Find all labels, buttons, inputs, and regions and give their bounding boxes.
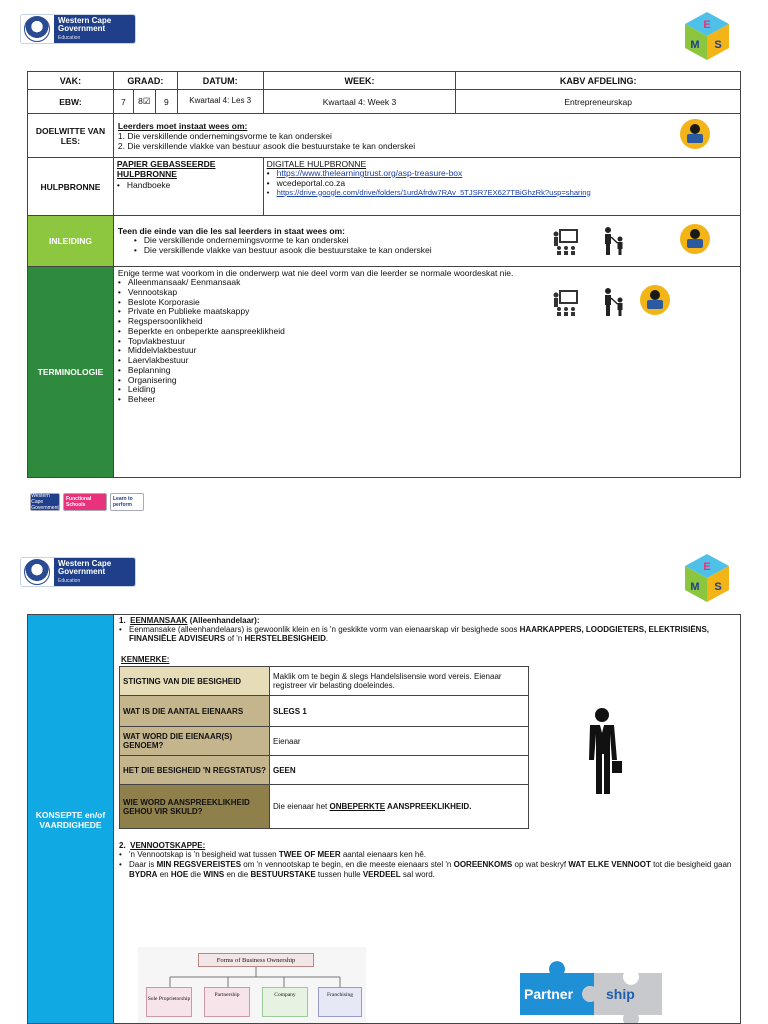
- section1-bullet: • Eenmansake (alleenhandelaars) is gewoonlik klein en is 'n geskikte vorm van eienaarskap vir besighede soos HAARKAPPERS, LOODGIETERS, ELEKTRISIËNS, FINANSIËLE ADVISEURS of 'n HERSTELBESIGHEID.: [119, 625, 737, 643]
- kenmerke-table: [119, 666, 529, 829]
- svg-text:M: M: [690, 581, 700, 593]
- term-item: • Beperkte en onbeperkte aanspreeklikheid: [118, 327, 736, 337]
- col-graad: GRAAD:: [113, 72, 177, 90]
- logo-line3: Education: [58, 34, 81, 41]
- partner-text: Partner: [524, 986, 574, 1002]
- ems-cube-logo: [683, 552, 731, 604]
- footer-logos: [30, 493, 144, 511]
- kenmerk-value: Die eienaar het ONBEPERKTE AANSPREEKLIKHEID.: [270, 785, 529, 829]
- inleiding-label: INLEIDING: [28, 216, 114, 267]
- logo-line3: Education: [58, 577, 81, 584]
- digital-resources: [263, 158, 740, 216]
- section2-title: VENNOOTSKAPPE:: [130, 841, 206, 851]
- term-item: • Topvlakbestuur: [118, 337, 736, 347]
- terminologie-label: TERMINOLOGIE: [28, 267, 114, 478]
- term-item: • Middelvlakbestuur: [118, 346, 736, 356]
- afdeling-value: Entrepreneurskap: [456, 90, 741, 114]
- svg-text:E: E: [703, 19, 711, 31]
- term-item: • Beheer: [118, 395, 736, 405]
- footer-logo: Western Cape Government: [31, 493, 59, 511]
- section2-number: 2.: [119, 841, 126, 851]
- ship-text: ship: [606, 986, 635, 1002]
- grade-7: 7: [113, 90, 133, 114]
- kenmerk-key: HET DIE BESIGHEID 'N REGSTATUS?: [120, 756, 270, 785]
- term-item: • Vennootskap: [118, 288, 736, 298]
- kenmerk-value: GEEN: [270, 756, 529, 785]
- treasure-box-link[interactable]: https://www.thelearningtrust.org/asp-treasure-box: [276, 168, 463, 178]
- terminologie-cell: [113, 267, 740, 478]
- kenmerk-key: WAT IS DIE AANTAL EIENAARS: [120, 696, 270, 727]
- konsepte-label: KONSEPTE en/of VAARDIGHEDE: [28, 615, 114, 1024]
- paper-resources-title: PAPIER GEBASSEERDE HULPBRONNE: [116, 159, 216, 179]
- col-vak: VAK:: [28, 72, 114, 90]
- term-item: • Laervlakbestuur: [118, 356, 736, 366]
- kenmerk-value: Eienaar: [270, 727, 529, 756]
- parent-child-icon: [599, 226, 629, 256]
- parent-child-icon: [599, 287, 629, 317]
- inleiding-item: • Die verskillende ondernemingsvorme te kan onderskei: [118, 236, 736, 246]
- hulpbronne-label: HULPBRONNE: [28, 158, 114, 216]
- inleiding-intro: Teen die einde van die les sal leerders in staat wees om:: [117, 226, 345, 237]
- logo-line2: Government: [58, 567, 106, 577]
- doelwitte-item: 1. Die verskillende ondernemingsvorme te kan onderskei: [117, 130, 332, 141]
- week-value: Kwartaal 4: Week 3: [263, 90, 456, 114]
- section1-number: 1.: [119, 616, 126, 625]
- svg-text:M: M: [690, 39, 700, 51]
- kenmerke-heading: KENMERKE:: [121, 655, 170, 665]
- logo-line2: Government: [58, 24, 106, 34]
- wcedeportal-link[interactable]: • wcedeportal.co.za: [267, 179, 737, 189]
- crest-icon: [24, 559, 50, 585]
- konsepte-content: [119, 616, 737, 881]
- crest-icon: [24, 16, 50, 42]
- businessman-icon: [582, 707, 626, 797]
- logo-line1: Western Cape: [58, 16, 112, 25]
- kenmerk-key: STIGTING VAN DIE BESIGHEID: [120, 667, 270, 696]
- ems-cube-logo: [683, 10, 731, 62]
- diagram-title: Forms of Business Ownership: [198, 953, 314, 967]
- term-item: • Alleenmansaak/ Eenmansaak: [118, 278, 736, 288]
- section1-title: EENMANSAAK: [130, 616, 188, 625]
- col-week: WEEK:: [263, 72, 456, 90]
- col-datum: DATUM:: [177, 72, 263, 90]
- kenmerk-key: WIE WORD AANSPREEKLIKHEID GEHOU VIR SKULD?: [120, 785, 270, 829]
- section2-bullet: • Daar is MIN REGSVEREISTES om 'n vennootskap te begin, en die meeste eienaars stel 'n OOREENKOMS op wat beskryf WAT ELKE VENNOOT tot die besigheid gaan BYDRA en HOE die WINS en die BESTUURSTAKE tussen hulle VERDEEL sal word.: [119, 860, 737, 882]
- learner-reading-icon: [680, 119, 710, 149]
- term-item: • Beplanning: [118, 366, 736, 376]
- grade-9: 9: [155, 90, 177, 114]
- term-item: • Leiding: [118, 385, 736, 395]
- konsepte-table: [27, 614, 741, 1024]
- kenmerk-key: WAT WORD DIE EIENAAR(S) GENOEM?: [120, 727, 270, 756]
- section1-subtitle: (Alleenhandelaar):: [189, 616, 260, 625]
- diagram-box: Company: [262, 987, 308, 1017]
- learner-reading-icon: [680, 224, 710, 254]
- partnership-puzzle-image: [510, 943, 670, 1024]
- footer-logo: Learn to perform: [110, 493, 144, 511]
- col-afdeling: KABV AFDELING:: [456, 72, 741, 90]
- term-item: • Private en Publieke maatskappy: [118, 307, 736, 317]
- svg-text:E: E: [703, 561, 711, 573]
- wcg-logo: [20, 14, 136, 44]
- kenmerk-value: SLEGS 1: [270, 696, 529, 727]
- footer-logo: Functional Schools: [63, 493, 107, 511]
- term-item: • Organisering: [118, 376, 736, 386]
- paper-resources: [113, 158, 263, 216]
- kenmerk-value: Maklik om te begin & slegs Handelslisensie word vereis. Eienaar registreer vir belasting doeleindes.: [270, 667, 529, 696]
- teacher-board-icon: [551, 289, 579, 317]
- business-ownership-diagram: [138, 947, 366, 1024]
- vak-value: EBW:: [28, 90, 114, 114]
- diagram-box: Sole Proprietorship: [146, 987, 192, 1017]
- doelwitte-item: 2. Die verskillende vlakke van bestuur asook die bestuurstake te kan onderskei: [117, 140, 416, 151]
- datum-value: Kwartaal 4: Les 3: [177, 90, 263, 114]
- teacher-board-icon: [551, 228, 579, 256]
- logo-line1: Western Cape: [58, 559, 112, 568]
- term-item: • Regspersoonlikheid: [118, 317, 736, 327]
- doelwitte-cell: [113, 114, 740, 158]
- diagram-box: Franchising: [318, 987, 362, 1017]
- diagram-box: Partnership: [204, 987, 250, 1017]
- wcg-logo: [20, 557, 136, 587]
- digital-resources-title: DIGITALE HULPBRONNE: [266, 159, 367, 169]
- doelwitte-label: DOELWITTE VAN LES:: [28, 114, 114, 158]
- terminologie-intro: Enige terme wat voorkom in die onderwerp wat nie deel vorm van die leerder se normale woordeskat nie.: [117, 268, 514, 278]
- inleiding-cell: [113, 216, 740, 267]
- term-item: • Beslote Korporasie: [118, 298, 736, 308]
- svg-text:S: S: [714, 39, 722, 51]
- google-drive-link[interactable]: https://drive.google.com/drive/folders/1urdAfrdw7RAv_5TJSR7EX627TBiGhzRk?usp=sharing: [276, 187, 591, 197]
- svg-text:S: S: [714, 581, 722, 593]
- learner-reading-icon: [640, 285, 670, 315]
- doelwitte-intro: Leerders moet instaat wees om:: [117, 120, 248, 131]
- inleiding-item: • Die verskillende vlakke van bestuur asook die bestuurstake te kan onderskei: [118, 246, 736, 256]
- resource-item: • Handboeke: [117, 181, 260, 191]
- section2-bullet: • 'n Vennootskap is 'n besigheid wat tussen TWEE OF MEER aantal eienaars ken hê.: [119, 850, 737, 859]
- grade-8-checked: 8☑: [133, 90, 155, 114]
- lesson-plan-table: [27, 71, 741, 478]
